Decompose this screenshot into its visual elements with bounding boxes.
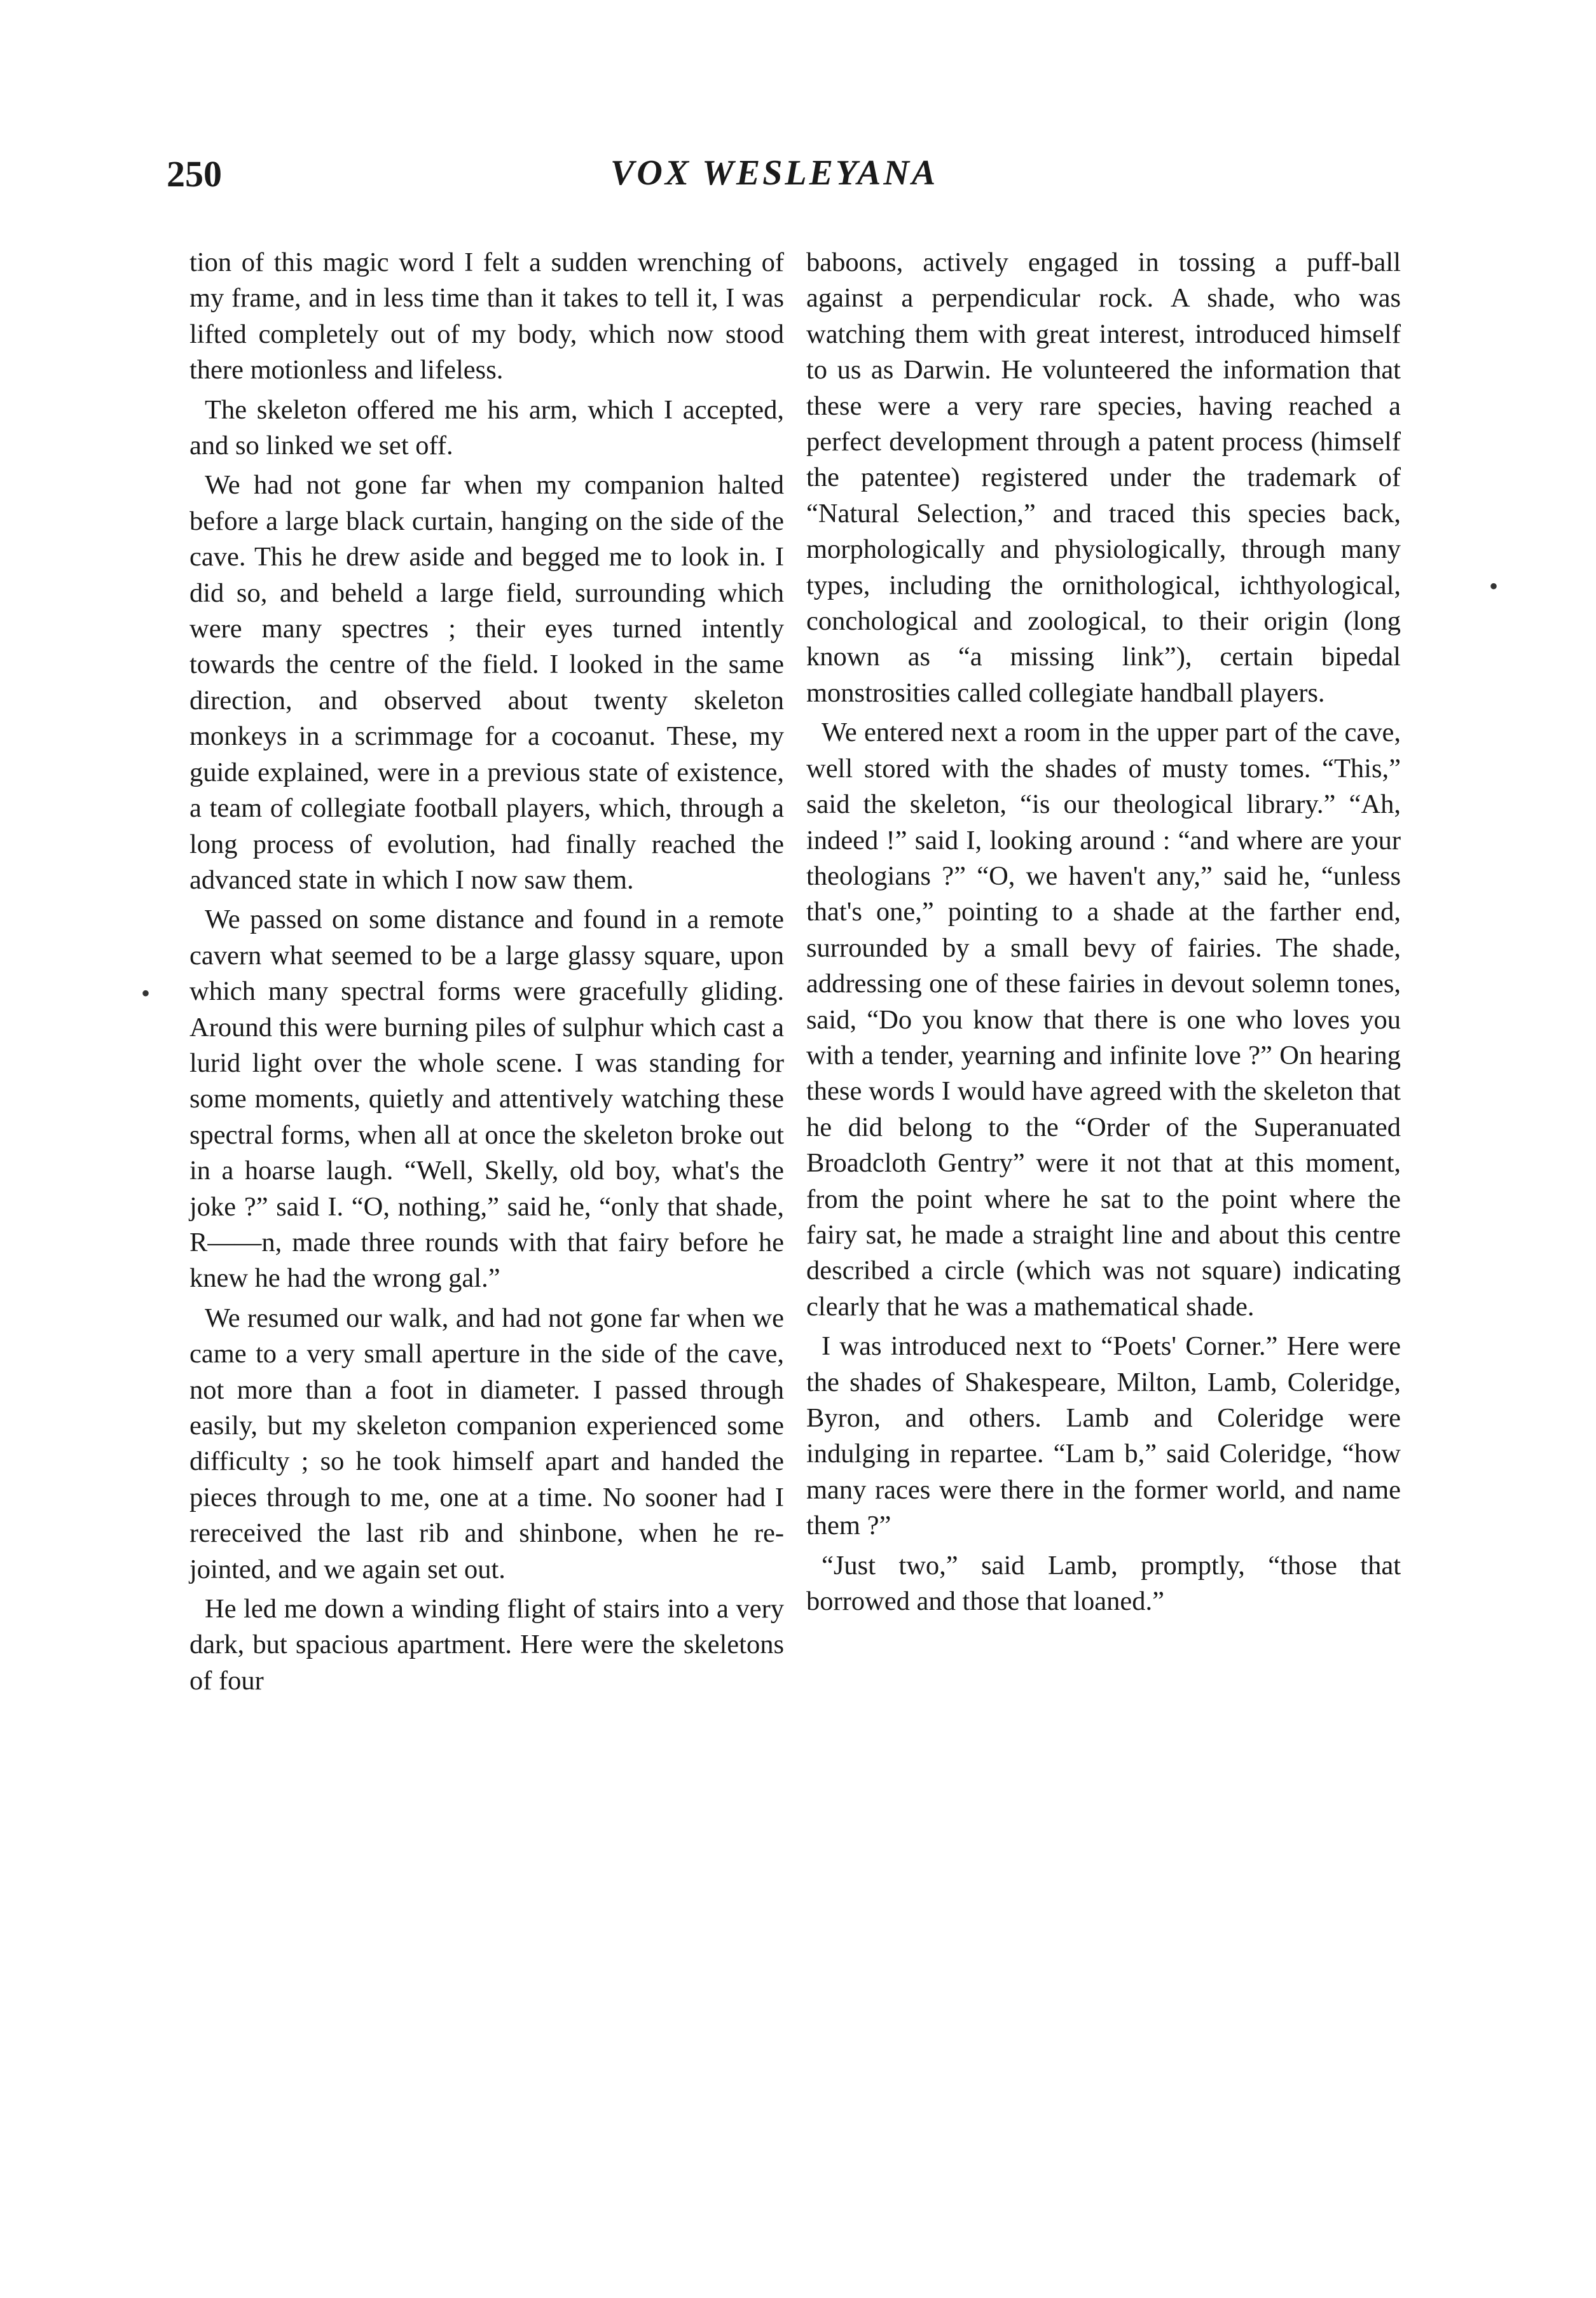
paragraph: The skeleton offered me his arm, which I accepted, and so linked we set off. (189, 394, 784, 461)
paragraph: We entered next a room in the upper part of the cave, well stored with the shades of musty tomes. “This,” said the skeleton, “is our theological library.” “Ah, indeed !” said I, looking around : “and where are your theologians ?” “O, we haven't any,” said he, “unless that's one,” pointing to a shade at the farther end, surrounded by a small bevy of fairies. The shade, addressing one of these fairies in devout solemn tones, said, “Do you know that there is one who loves you with a tender, yearning and infinite love ?” On hearing these words I would have agreed with the skeleton that he did belong to the “Order of the Superanuated Broadcloth Gentry” were it not that at this moment, from the point where he sat to the point where the fairy sat, he made a straight line and about this centre described a circle (which was not square) indicating clearly that he was a mathematical shade. (806, 717, 1401, 1322)
paragraph: We resumed our walk, and had not gone far when we came to a very small aperture in the side of the cave, not more than a foot in diameter. I passed through easily, but my skeleton companion experienced some difficulty ; so he took himself apart and handed the pieces through to me, one at a time. No sooner had I rereceived the last rib and shinbone, when he re-jointed, and we again set out. (189, 1303, 784, 1584)
running-title: VOX WESLEYANA (610, 153, 939, 193)
paragraph: “Just two,” said Lamb, promptly, “those that borrowed and those that loaned.” (806, 1550, 1401, 1617)
left-column (189, 245, 784, 1703)
page-header (0, 153, 1596, 210)
paragraph: tion of this magic word I felt a sudden wrenching of my frame, and in less time than it takes to tell it, I was lifted completely out of my body, which now stood there motionless and lifeless. (189, 247, 784, 385)
paragraph: We had not gone far when my companion halted before a large black curtain, hanging on the side of the cave. This he drew aside and begged me to look in. I did so, and beheld a large field, surrounding which were many spectres ; their eyes turned intently towards the centre of the field. I looked in the same direction, and observed about twenty skeleton monkeys in a scrimmage for a cocoanut. These, my guide explained, were in a previous state of existence, a team of collegiate football players, which, through a long process of evolution, had finally reached the advanced state in which I now saw them. (189, 470, 784, 895)
margin-mark: • (141, 979, 151, 1007)
margin-mark: • (1489, 572, 1499, 600)
paragraph: baboons, actively engaged in tossing a puff-ball against a perpendicular rock. A shade, who was watching them with great interest, introduced himself to us as Darwin. He volunteered the information that these were a very rare species, having reached a perfect development through a patent process (himself the patentee) registered under the trademark of “Natural Selection,” and traced this species back, morphologically and physiologically, through many types, including the ornithological, ichthyological, conchological and zoological, to their origin (long known as “a missing link”), certain bipedal monstrosities called collegiate handball players. (806, 247, 1401, 708)
right-column (806, 245, 1401, 1623)
paragraph: He led me down a winding flight of stairs into a very dark, but spacious apartment. Here were the skeletons of four (189, 1594, 784, 1696)
paragraph: We passed on some distance and found in a remote cavern what seemed to be a large glassy square, upon which many spectral forms were gracefully gliding. Around this were burning piles of sulphur which cast a lurid light over the whole scene. I was standing for some moments, quietly and attentively watching these spectral forms, when all at once the skeleton broke out in a hoarse laugh. “Well, Skelly, old boy, what's the joke ?” said I. “O, nothing,” said he, “only that shade, R——n, made three rounds with that fairy before he knew he had the wrong gal.” (189, 904, 784, 1294)
page-number: 250 (167, 153, 222, 195)
paragraph: I was introduced next to “Poets' Corner.” Here were the shades of Shakespeare, Milton, Lamb, Coleridge, Byron, and others. Lamb and Coleridge were indulging in repartee. “Lam b,” said Coleridge, “how many races were there in the former world, and name them ?” (806, 1331, 1401, 1541)
